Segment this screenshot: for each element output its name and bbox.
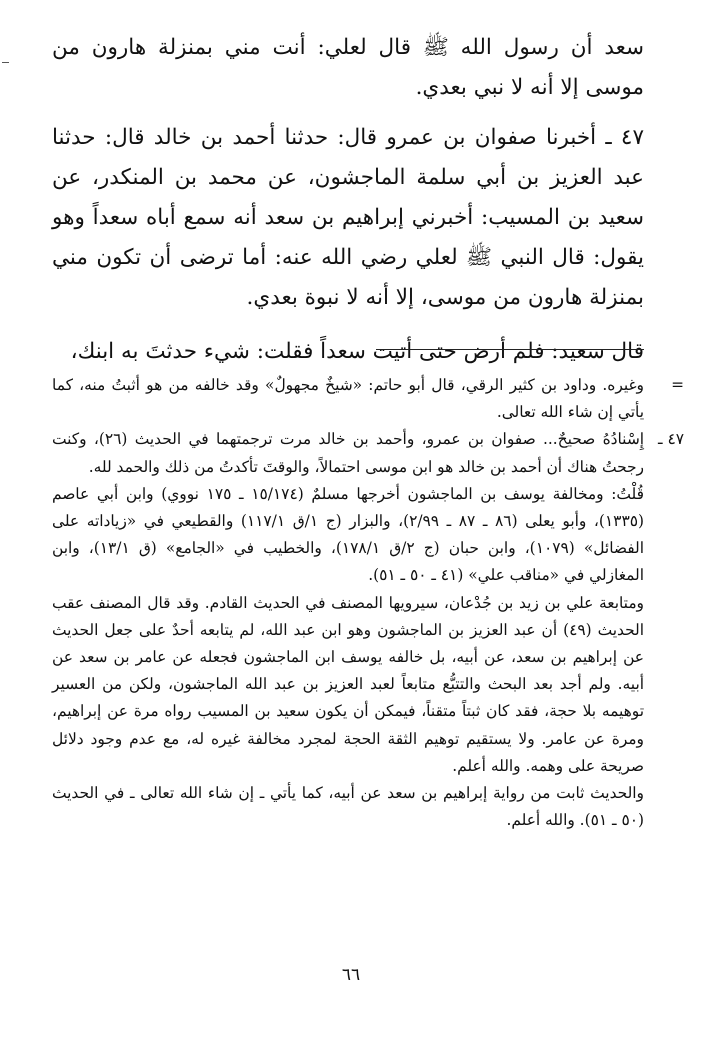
footnote-hadith-thabit: والحديث ثابت من رواية إبراهيم بن سعد عن أبيه، كما يأتي ـ إن شاء الله تعالى ـ في الحديث (٥٠ ـ ٥١). والله أعلم. — [52, 784, 644, 830]
footnote-47-marker: ٤٧ ـ — [658, 430, 684, 449]
scan-edge-mark — [2, 62, 9, 63]
footnote-continued-marker: = — [671, 376, 684, 394]
footnotes-block — [52, 372, 684, 834]
footnote-47-text: إِسْنادُهُ صحيحٌ... صفوان بن عمرو، وأحمد بن خالد مرت ترجمتهما في الحديث (٢٦)، وكنت رجحتُ هناك أن أحمد بن خالد هو ابن موسى احتمالاً، والوقتَ تأكدتُ من ذلك والحمد لله. — [52, 430, 644, 476]
footnote-continued — [52, 372, 684, 426]
main-text-block — [52, 28, 644, 372]
page-number: ٦٦ — [341, 965, 361, 985]
hadith-47: ٤٧ ـ أخبرنا صفوان بن عمرو قال: حدثنا أحمد بن خالد قال: حدثنا عبد العزيز بن أبي سلمة الماجشون، عن محمد بن المنكدر، عن سعيد بن المسيب: أخبرني إبراهيم بن سعد أنه سمع أباه سعداً وهو يقول: قال النبي ﷺ لعلي رضي الله عنه: أما ترضى أن تكون مني بمنزلة هارون من موسى، إلا أنه لا نبوة بعدي. — [52, 125, 644, 310]
footnote-mutabaa: ومتابعة علي بن زيد بن جُدْعان، سيرويها المصنف في الحديث القادم. وقد قال المصنف عقب الحديث (٤٩) أن عبد العزيز بن الماجشون وهو ابن عبد الله، لم يتابعه أحدٌ على جعل الحديث عن إبراهيم بن سعد، عن أبيه، بل خالفه يوسف ابن الماجشون فجعله عن عامر بن سعد عن أبيه. ولم أجد بعد البحث والتتبُّع متابعاً لعبد العزيز بن عبد الله الماجشون، ولكن من العسير توهيمه بلا حجة، فقد كان ثبتاً متقناً، فيمكن أن يكون سعيد بن المسيب رواه مرة عن إبراهيم، ومرة عن عامر. ولا يستقيم توهيم الثقة الحجة لمجرد مخالفة غيره له، مع عدم وجود دلائل صريحة على وهمه. والله أعلم. — [52, 593, 644, 775]
footnote-continued-text: وغيره. وداود بن كثير الرقي، قال أبو حاتم: «شيخٌ مجهولٌ» وقد خالفه من هو أثبتُ منه، كما يأتي إن شاء الله تعالى. — [52, 376, 644, 422]
hadith-continuation: سعد أن رسول الله ﷺ قال لعلي: أنت مني بمنزلة هارون من موسى إلا أنه لا نبي بعدي. — [52, 35, 644, 100]
footnote-separator — [376, 349, 644, 350]
said-quote: قال سعيد: فلم أرض حتى أتيت سعداً فقلت: شيء حدثتَ به ابنك، — [70, 339, 644, 364]
footnote-qultu: قُلْتُ: ومخالفة يوسف بن الماجشون أخرجها مسلمٌ (١٥/١٧٤ ـ ١٧٥ نووي) وابن أبي عاصم (١٣٣٥)، وأبو يعلى (٨٦ ـ ٨٧ ـ ٢/٩٩)، والبزار (ج ١/ق ١١٧/١) والقطيعي في «زياداته على الفضائل» (١٠٧٩)، وابن حبان (ج ٢/ق ١٧٨/١)، والخطيب في «الجامع» (ق ١٣/١)، وابن المغازلي في «مناقب علي» (٤١ ـ ٥٠ ـ ٥١). — [52, 484, 645, 585]
footnote-47 — [52, 426, 684, 480]
